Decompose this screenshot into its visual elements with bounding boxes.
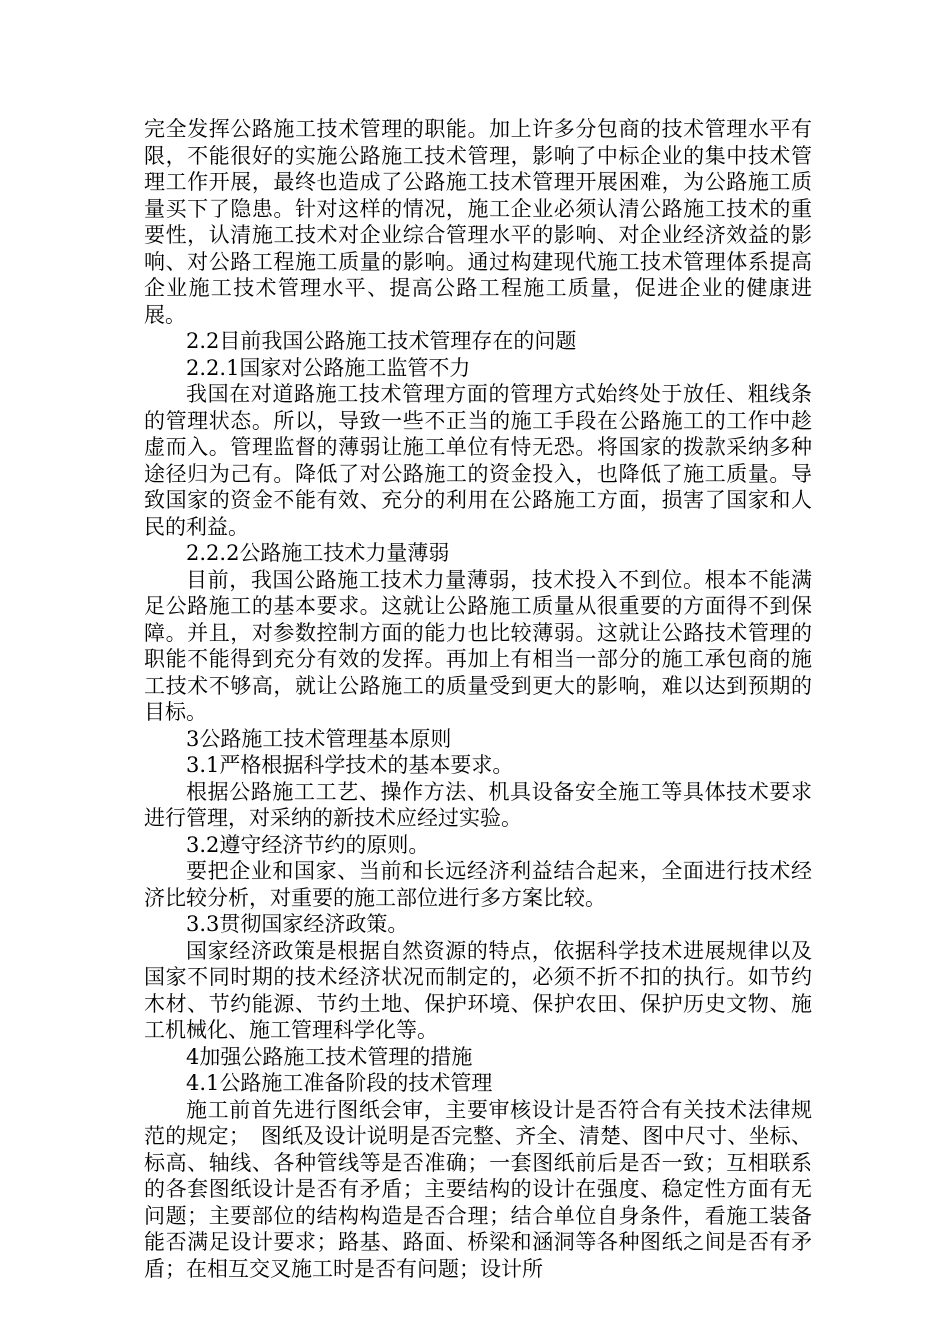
section-heading-3-3: 3.3贯彻国家经济政策。 — [186, 912, 409, 936]
section-heading-3-2: 3.2遵守经济节约的原则。 — [186, 832, 430, 857]
section-heading-2-2-2: 2.2.2公路施工技术力量薄弱 — [186, 541, 450, 565]
paragraph-4-1: 施工前首先进行图纸会审，主要审核设计是否符合有关技术法律规范的规定； 图纸及设计说明是否完整、齐全、清楚、图中尺寸、坐标、标高、轴线、各种管线等是否准确；一套图纸前后是否一致；互相联系的各套图纸设计是否有矛盾；主要结构的设计在强度、稳定性方面有无问题；主要部位的结构构造是否合理；结合单位自身条件，看施工装备能否满足设计要求；路基、路面、桥梁和涵洞等各种图纸之间是否有矛盾；在相互交叉施工时是否有问题；设计所 — [144, 1097, 812, 1281]
paragraph-3-1: 根据公路施工工艺、操作方法、机具设备安全施工等具体技术要求进行管理，对采纳的新技术应经过实验。 — [144, 779, 812, 830]
section-heading-4-1: 4.1公路施工准备阶段的技术管理 — [186, 1071, 493, 1095]
paragraph-3-2: 要把企业和国家、当前和长远经济利益结合起来，全面进行技术经济比较分析，对重要的施工部位进行多方案比较。 — [144, 859, 812, 910]
section-heading-2-2-1: 2.2.1国家对公路施工监管不力 — [186, 355, 471, 380]
paragraph-3-3: 国家经济政策是根据自然资源的特点，依据科学技术进展规律以及国家不同时期的技术经济状况而制定的，必须不折不扣的执行。如节约木材、节约能源、节约土地、保护环境、保护农田、保护历史文物、施工机械化、施工管理科学化等。 — [144, 938, 812, 1042]
section-heading-4: 4加强公路施工技术管理的措施 — [186, 1044, 473, 1069]
document-body — [144, 116, 812, 1282]
section-heading-3: 3公路施工技术管理基本原则 — [186, 726, 452, 751]
paragraph-intro: 完全发挥公路施工技术管理的职能。加上许多分包商的技术管理水平有限，不能很好的实施公路施工技术管理，影响了中标企业的集中技术管理工作开展，最终也造成了公路施工技术管理开展困难，为公路施工质量买下了隐患。针对这样的情况，施工企业必须认清公路施工技术的重要性，认清施工技术对企业综合管理水平的影响、对企业经济效益的影响、对公路工程施工质量的影响。通过构建现代施工技术管理体系提高企业施工技术管理水平、提高公路工程施工质量，促进企业的健康进展。 — [144, 117, 812, 327]
paragraph-2-2-1: 我国在对道路施工技术管理方面的管理方式始终处于放任、粗线条的管理状态。所以，导致一些不正当的施工手段在公路施工的工作中趁虚而入。管理监督的薄弱让施工单位有恃无恐。将国家的拨款采纳多种途径归为己有。降低了对公路施工的资金投入，也降低了施工质量。导致国家的资金不能有效、充分的利用在公路施工方面，损害了国家和人民的利益。 — [144, 382, 812, 539]
paragraph-2-2-2: 目前，我国公路施工技术力量薄弱，技术投入不到位。根本不能满足公路施工的基本要求。这就让公路施工质量从很重要的方面得不到保障。并且，对参数控制方面的能力也比较薄弱。这就让公路技术管理的职能不能得到充分有效的发挥。再加上有相当一部分的施工承包商的施工技术不够高，就让公路施工的质量受到更大的影响，难以达到预期的目标。 — [144, 567, 812, 724]
section-heading-2-2: 2.2目前我国公路施工技术管理存在的问题 — [186, 329, 577, 353]
section-heading-3-1: 3.1严格根据科学技术的基本要求。 — [186, 753, 514, 777]
